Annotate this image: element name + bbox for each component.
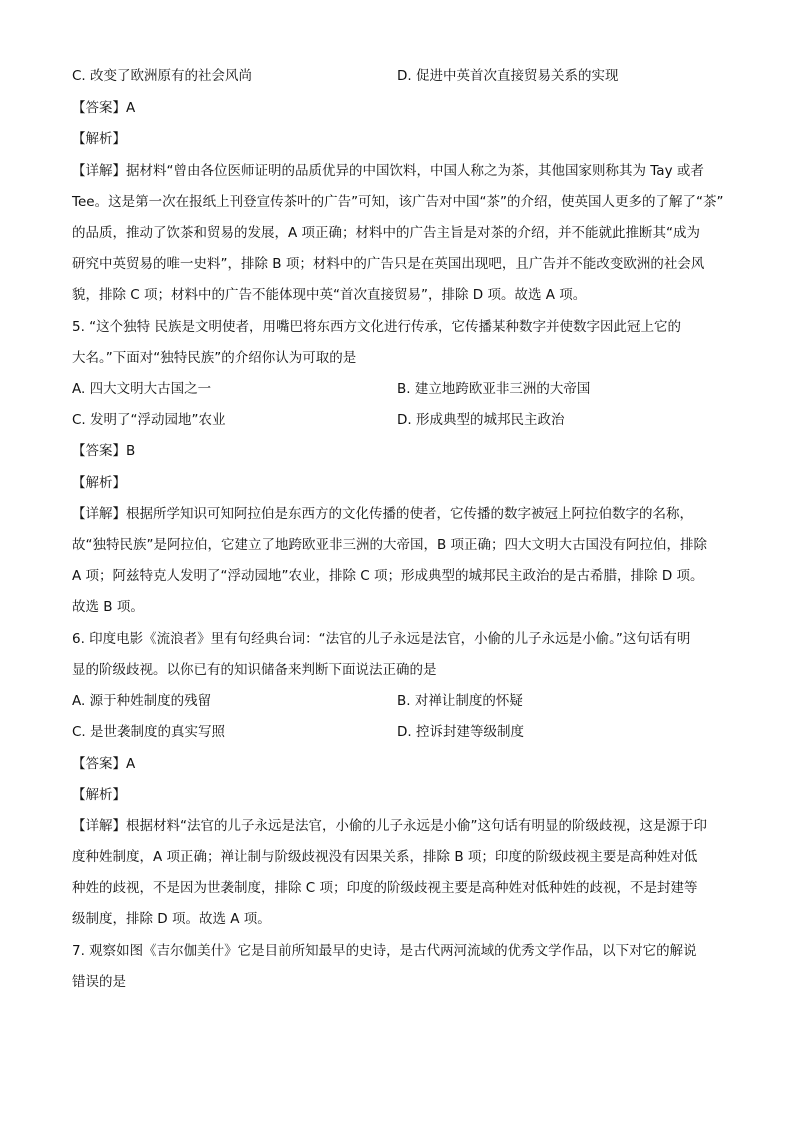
q5-detail-line: 故“独特民族”是阿拉伯，它建立了地跨欧亚非三洲的大帝国，B 项正确；四大文明大古国没有阿拉伯，排除: [72, 537, 708, 553]
q4-option-d: D. 促进中英首次直接贸易关系的实现: [397, 68, 619, 84]
q6-detail-line: 种姓的歧视，不是因为世袭制度，排除 C 项；印度的阶级歧视主要是高种姓对低种姓的歧视，不是封建等: [72, 880, 698, 896]
q6-detail-line: 级制度，排除 D 项。故选 A 项。: [72, 911, 271, 927]
q5-option-d: D. 形成典型的城邦民主政治: [397, 412, 565, 428]
q4-detail-line: 貌，排除 C 项；材料中的广告不能体现中英“首次直接贸易”，排除 D 项。故选 A 项。: [72, 287, 587, 303]
q5-option-b: B. 建立地跨欧亚非三洲的大帝国: [397, 381, 591, 397]
q4-detail-line: 【详解】据材料“曾由各位医师证明的品质优异的中国饮料，中国人称之为茶，其他国家则称其为 Tay 或者: [72, 163, 704, 179]
q6-detail-line: 度种姓制度，A 项正确；禅让制与阶级歧视没有因果关系，排除 B 项；印度的阶级歧视主要是高种姓对低: [72, 849, 698, 865]
q4-detail-line: 研究中英贸易的唯一史料”，排除 B 项；材料中的广告只是在英国出现吧，且广告并不能改变欧洲的社会风: [72, 256, 705, 272]
q5-stem-line: 大名。”下面对“独特民族”的介绍你认为可取的是: [72, 350, 357, 366]
q6-answer: 【答案】A: [72, 756, 136, 772]
q7-stem-line: 错误的是: [72, 974, 126, 990]
q5-detail-line: A 项；阿兹特克人发明了“浮动园地”农业，排除 C 项；形成典型的城邦民主政治的是古希腊，排除 D 项。: [72, 568, 704, 584]
q5-stem-line: 5. “这个独特 民族是文明使者，用嘴巴将东西方文化进行传承，它传播某种数字并使数字因此冠上它的: [72, 319, 681, 335]
q6-option-b: B. 对禅让制度的怀疑: [397, 693, 523, 709]
q4-analysis-label: 【解析】: [72, 131, 126, 147]
q6-stem-line: 显的阶级歧视。以你已有的知识储备来判断下面说法正确的是: [72, 662, 437, 678]
q6-option-d: D. 控诉封建等级制度: [397, 724, 524, 740]
q4-answer: 【答案】A: [72, 100, 136, 116]
q7-stem-line: 7. 观察如图《吉尔伽美什》它是目前所知最早的史诗，是古代两河流域的优秀文学作品，以下对它的解说: [72, 943, 697, 959]
q4-option-c: C. 改变了欧洲原有的社会风尚: [72, 68, 253, 84]
q6-option-c: C. 是世袭制度的真实写照: [72, 724, 226, 740]
q5-detail-line: 故选 B 项。: [72, 599, 144, 615]
q5-analysis-label: 【解析】: [72, 475, 126, 491]
q5-detail-line: 【详解】根据所学知识可知阿拉伯是东西方的文化传播的使者，它传播的数字被冠上阿拉伯数字的名称，: [72, 506, 693, 522]
q6-detail-line: 【详解】根据材料“法官的儿子永远是法官，小偷的儿子永远是小偷”这句话有明显的阶级歧视，这是源于印: [72, 818, 707, 834]
q5-option-a: A. 四大文明大古国之一: [72, 381, 212, 397]
q6-stem-line: 6. 印度电影《流浪者》里有句经典台词：“法官的儿子永远是法官，小偷的儿子永远是小偷。”这句话有明: [72, 631, 691, 647]
q6-analysis-label: 【解析】: [72, 787, 126, 803]
q4-detail-line: 的品质，推动了饮茶和贸易的发展，A 项正确；材料中的广告主旨是对茶的介绍，并不能就此推断其“成为: [72, 225, 701, 241]
q6-option-a: A. 源于种姓制度的残留: [72, 693, 212, 709]
q4-detail-line: Tee。这是第一次在报纸上刊登宣传茶叶的广告”可知，该广告对中国“茶”的介绍，使英国人更多的了解了“茶”: [72, 194, 724, 210]
q5-answer: 【答案】B: [72, 443, 136, 459]
q5-option-c: C. 发明了“浮动园地”农业: [72, 412, 226, 428]
